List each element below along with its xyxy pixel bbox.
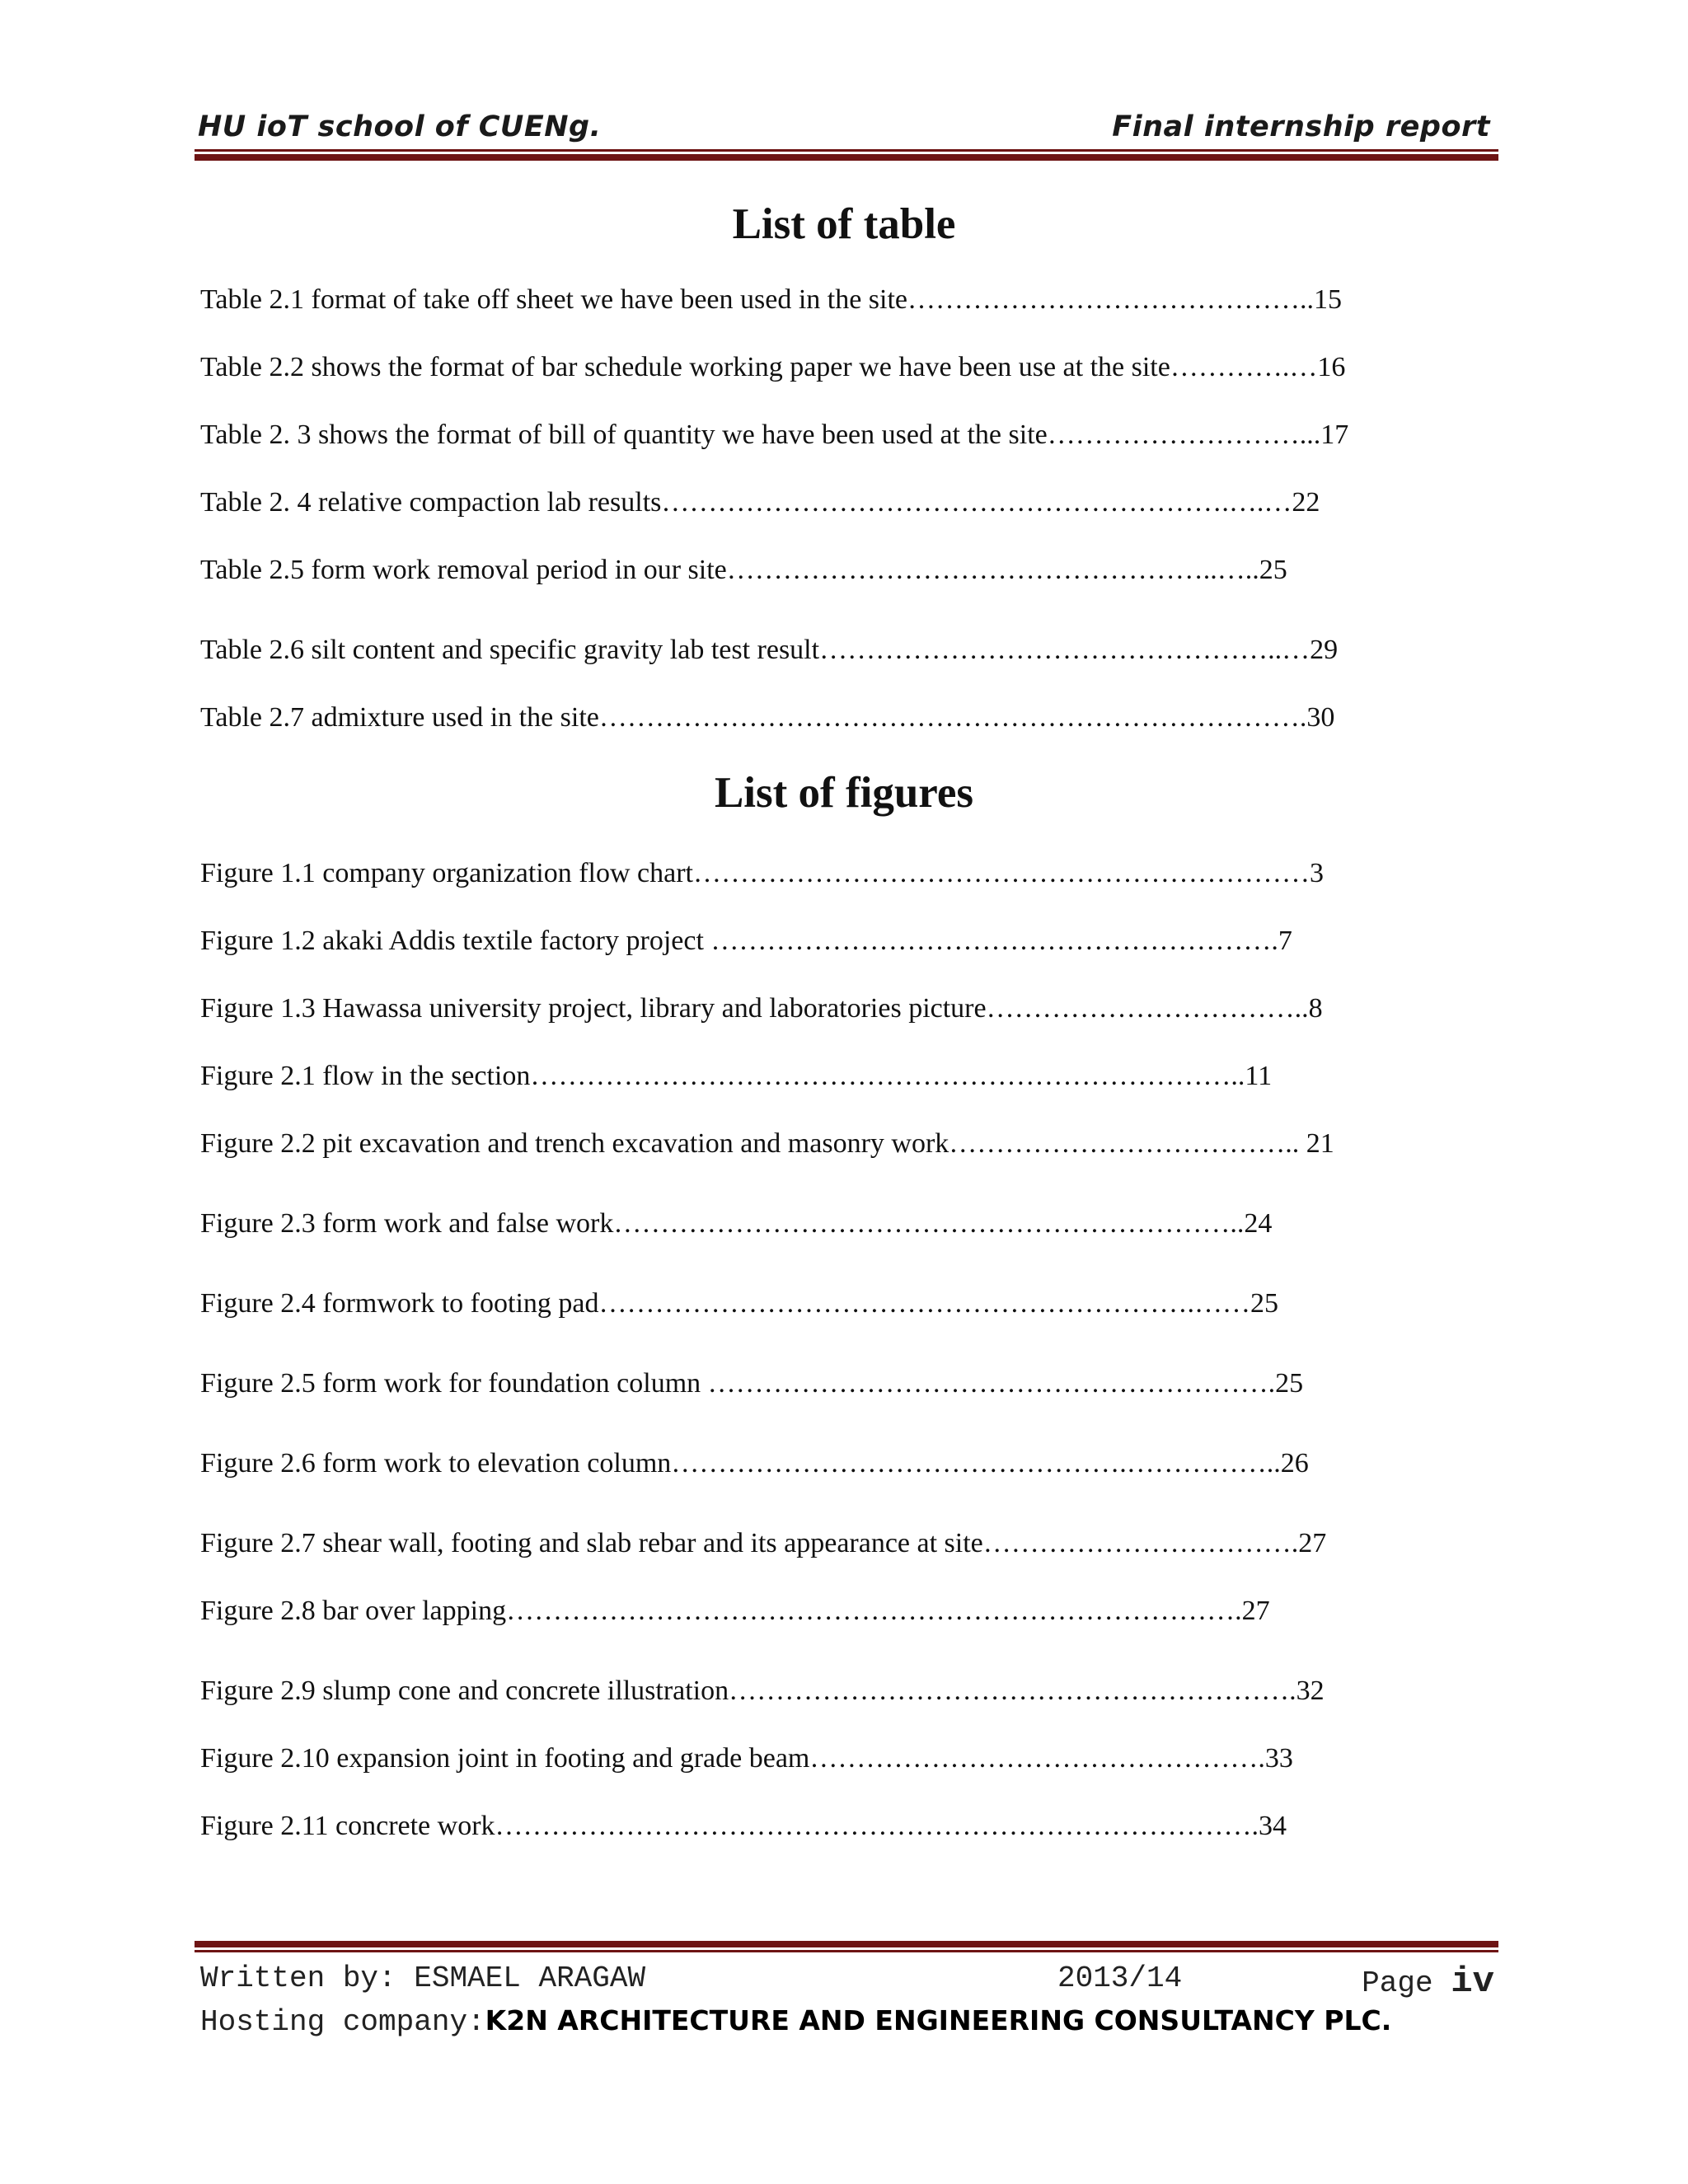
header-report-title: Final internship report bbox=[1112, 110, 1490, 143]
list-of-figures-heading: List of figures bbox=[714, 769, 974, 817]
footer-page-number bbox=[1362, 1961, 1494, 2003]
figure-entry: Figure 2.2 pit excavation and trench excavation and masonry work……………………………….. 21 bbox=[200, 1128, 1334, 1159]
header-rule-thick bbox=[195, 154, 1498, 161]
figure-entry: Figure 2.1 flow in the section…………………………………………………………………..11 bbox=[200, 1061, 1273, 1091]
figure-entry: Figure 1.3 Hawassa university project, library and laboratories picture……………………………..8 bbox=[200, 993, 1323, 1024]
figure-entry: Figure 2.6 form work to elevation column………………………………………….……………..26 bbox=[200, 1448, 1309, 1479]
table-entry: Table 2.1 format of take off sheet we have been used in the site……………………………………..15 bbox=[200, 284, 1343, 315]
figure-entry: Figure 2.7 shear wall, footing and slab rebar and its appearance at site…………………………….27 bbox=[200, 1528, 1327, 1558]
table-entry: Table 2.5 form work removal period in our site……………………………………………..…..25 bbox=[200, 555, 1287, 585]
footer-date: 2013/14 bbox=[1057, 1961, 1183, 1995]
figure-entry: Figure 2.5 form work for foundation column …………………………………………………….25 bbox=[200, 1368, 1304, 1399]
footer-hosting-company: K2N ARCHITECTURE AND ENGINEERING CONSULTANCY PLC. bbox=[485, 2004, 1392, 2036]
footer-author-line bbox=[200, 1961, 1494, 2003]
footer-rule-thin bbox=[195, 1950, 1498, 1952]
footer-page-label: Page bbox=[1362, 1966, 1433, 2000]
figure-entry: Figure 2.10 expansion joint in footing and grade beam………………………………………….33 bbox=[200, 1743, 1293, 1774]
table-entry: Table 2.2 shows the format of bar schedule working paper we have been use at the site………….…16 bbox=[200, 352, 1346, 382]
figure-entry: Figure 2.8 bar over lapping…………………………………………………………………….27 bbox=[200, 1596, 1270, 1626]
footer-page-value: iv bbox=[1451, 1961, 1494, 2003]
figure-entry: Figure 1.1 company organization flow chart…………………………………………………………3 bbox=[200, 858, 1324, 888]
figure-entry: Figure 1.2 akaki Addis textile factory project …………………………………………………….7 bbox=[200, 926, 1292, 956]
figure-entry: Figure 2.3 form work and false work…………………………………………………………..24 bbox=[200, 1208, 1273, 1239]
footer-hosting-line bbox=[200, 2004, 1494, 2039]
figure-entry: Figure 2.9 slump cone and concrete illustration…………………………………………………….32 bbox=[200, 1675, 1325, 1706]
table-entry: Table 2. 4 relative compaction lab results…………………………………………………….….…22 bbox=[200, 487, 1320, 518]
header-school-name: HU ioT school of CUENg. bbox=[198, 110, 602, 143]
table-entry: Table 2.7 admixture used in the site………………………………………………………………….30 bbox=[200, 702, 1335, 733]
figure-entry: Figure 2.4 formwork to footing pad……………………………………………………….……25 bbox=[200, 1288, 1278, 1319]
header-rule-thin bbox=[195, 149, 1498, 152]
figure-entry: Figure 2.11 concrete work……………………………………………………………………….34 bbox=[200, 1811, 1287, 1841]
footer-written-by: Written by: ESMAEL ARAGAW bbox=[200, 1961, 646, 1995]
footer-rule-thick bbox=[195, 1941, 1498, 1947]
footer-hosting-label: Hosting company: bbox=[200, 2005, 485, 2039]
table-entry: Table 2. 3 shows the format of bill of quantity we have been used at the site………………………...17 bbox=[200, 419, 1349, 450]
table-entry: Table 2.6 silt content and specific gravity lab test result…………………………………………..…29 bbox=[200, 635, 1339, 665]
list-of-tables-heading: List of table bbox=[732, 200, 956, 248]
